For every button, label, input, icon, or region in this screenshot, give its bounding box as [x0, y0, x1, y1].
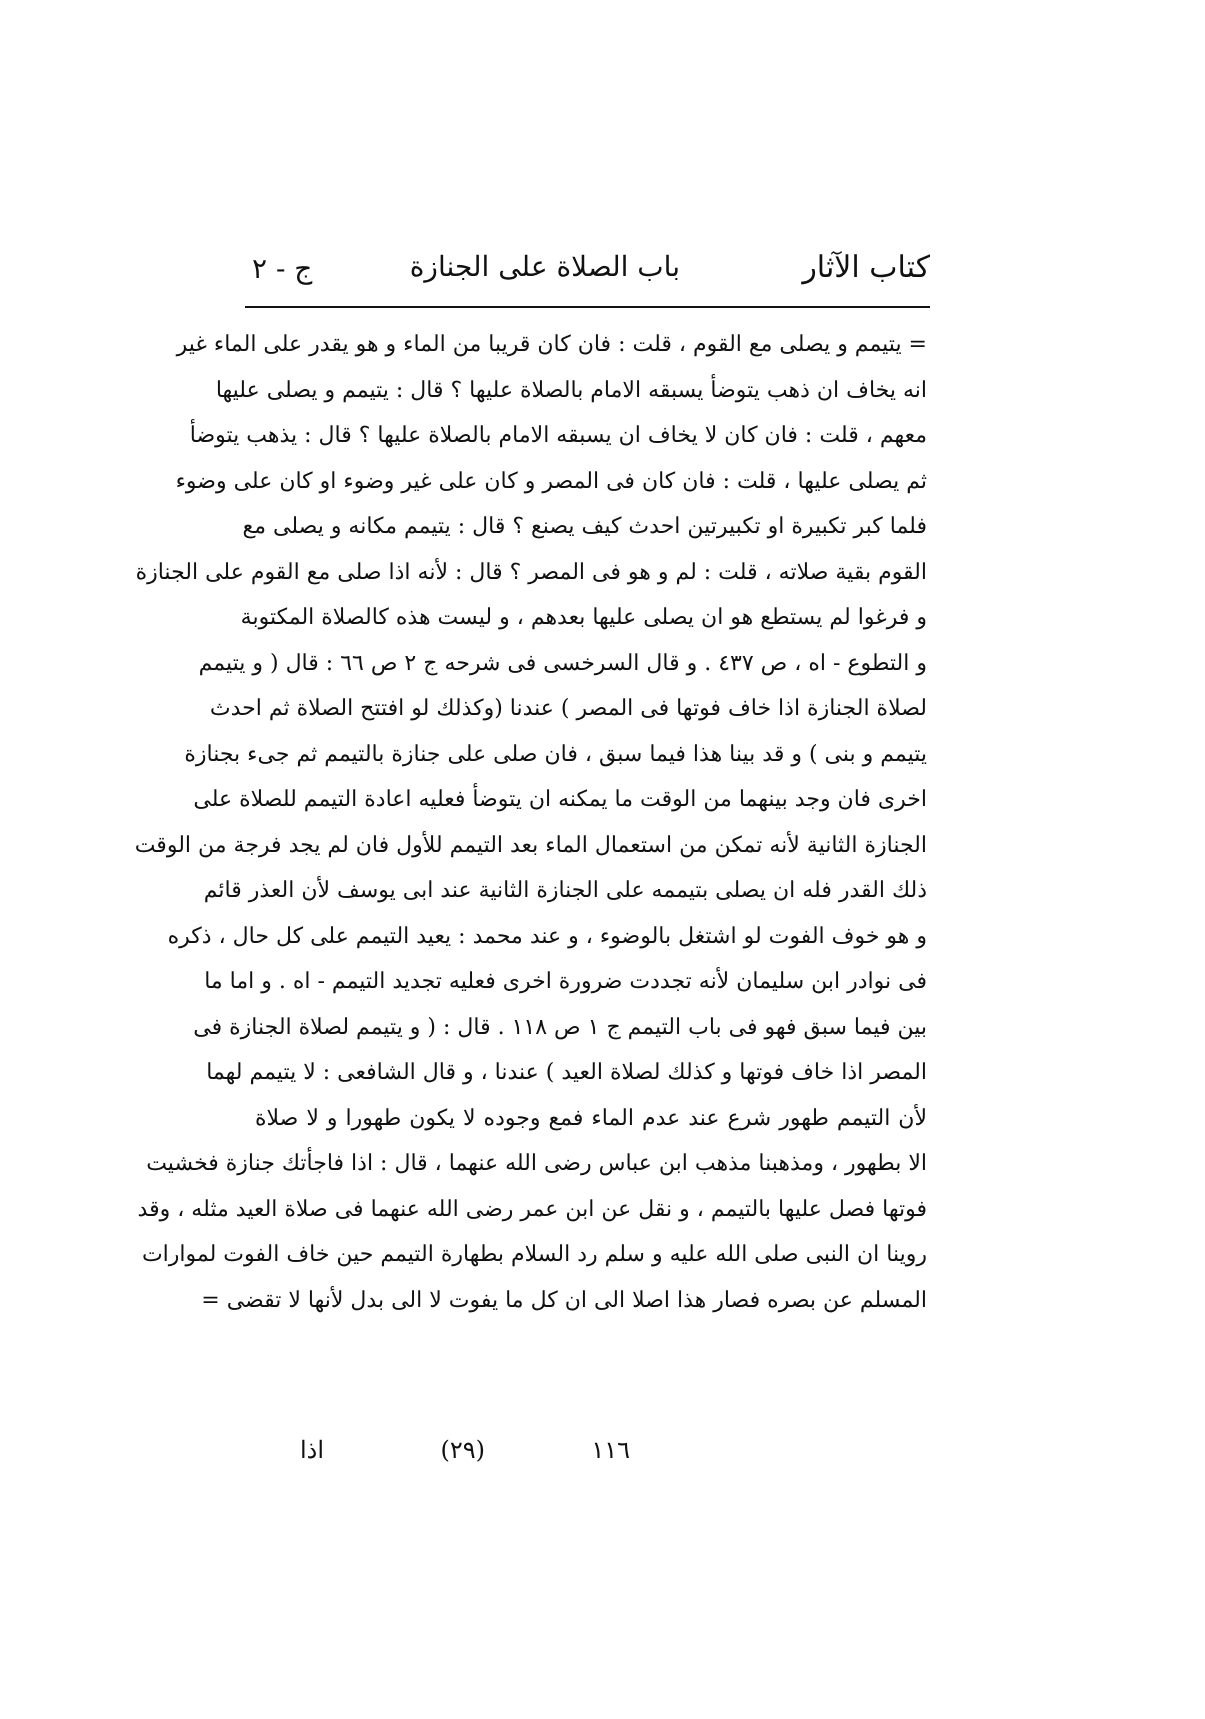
page-footer — [290, 1436, 650, 1476]
text-line: معهم ، قلت : فان كان لا يخاف ان يسبقه الامام بالصلاة عليها ؟ قال : يذهب يتوضأ — [189, 423, 927, 448]
text-line: لصلاة الجنازة اذا خاف فوتها فى المصر ) عندنا (وكذلك لو افتتح الصلاة ثم احدث — [209, 696, 927, 721]
text-line: = يتيمم و يصلى مع القوم ، قلت : فان كان قريبا من الماء و هو يقدر على الماء غير — [176, 332, 927, 357]
text-line: ثم يصلى عليها ، قلت : فان كان فى المصر و كان على غير وضوء او كان على وضوء — [175, 468, 927, 494]
text-line: روينا ان النبى صلى الله عليه و سلم رد السلام بطهارة التيمم حين خاف الفوت لموارات — [141, 1242, 927, 1267]
text-line: و هو خوف الفوت لو اشتغل بالوضوء ، و عند محمد : يعيد التيمم على كل حال ، ذكره — [167, 923, 927, 949]
text-line: ذلك القدر فله ان يصلى بتيممه على الجنازة الثانية عند ابى يوسف لأن العذر قائم — [203, 878, 927, 903]
text-line: فى نوادر ابن سليمان لأنه تجددت ضرورة اخرى فعليه تجديد التيمم - اه . و اما ما — [204, 969, 927, 994]
text-line: المسلم عن بصره فصار هذا اصلا الى ان كل ما يفوت لا الى بدل لأنها لا تقضى = — [201, 1287, 927, 1313]
text-line: المصر اذا خاف فوتها و كذلك لصلاة العيد ) عندنا ، و قال الشافعى : لا يتيمم لهما — [206, 1060, 927, 1085]
book-title: كتاب الآثار — [802, 250, 930, 285]
page-header — [248, 250, 930, 300]
chapter-title: باب الصلاة على الجنازة — [409, 250, 680, 283]
text-line: اخرى فان وجد بينهما من الوقت ما يمكنه ان يتوضأ فعليه اعادة التيمم للصلاة على — [193, 787, 927, 812]
section-number: (٢٩) — [440, 1436, 485, 1464]
page-number: ١١٦ — [591, 1436, 630, 1464]
text-line: انه يخاف ان ذهب يتوضأ يسبقه الامام بالصلاة عليها ؟ قال : يتيمم و يصلى عليها — [215, 377, 927, 403]
body-text — [134, 322, 927, 1323]
text-line: فوتها فصل عليها بالتيمم ، و نقل عن ابن عمر رضى الله عنهما فى صلاة العيد مثله ، وقد — [137, 1196, 927, 1222]
text-line: فلما كبر تكبيرة او تكبيرتين احدث كيف يصنع ؟ قال : يتيمم مكانه و يصلى مع — [242, 514, 927, 539]
text-line: و التطوع - اه ، ص ٤٣٧ . و قال السرخسى فى شرحه ج ٢ ص ٦٦ : قال ( و يتيمم — [198, 650, 927, 676]
catchword: اذا — [300, 1436, 325, 1464]
text-line: بين فيما سبق فهو فى باب التيمم ج ١ ص ١١٨ . قال : ( و يتيمم لصلاة الجنازة فى — [193, 1014, 927, 1040]
text-line: لأن التيمم طهور شرع عند عدم الماء فمع وجوده لا يكون طهورا و لا صلاة — [255, 1105, 927, 1131]
text-line: القوم بقية صلاته ، قلت : لم و هو فى المصر ؟ قال : لأنه اذا صلى مع القوم على الجنازة — [135, 559, 927, 585]
header-rule — [245, 306, 930, 308]
text-line: الجنازة الثانية لأنه تمكن من استعمال الماء بعد التيمم للأول فان لم يجد فرجة من الوقت — [134, 832, 927, 858]
text-line: يتيمم و بنى ) و قد بينا هذا فيما سبق ، فان صلى على جنازة بالتيمم ثم جىء بجنازة — [184, 741, 927, 767]
text-line: و فرغوا لم يستطع هو ان يصلى عليها بعدهم ، و ليست هذه كالصلاة المكتوبة — [240, 605, 927, 630]
volume-label: ج - ٢ — [252, 252, 313, 285]
text-line: الا بطهور ، ومذهبنا مذهب ابن عباس رضى الله عنهما ، قال : اذا فاجأتك جنازة فخشيت — [146, 1151, 927, 1176]
